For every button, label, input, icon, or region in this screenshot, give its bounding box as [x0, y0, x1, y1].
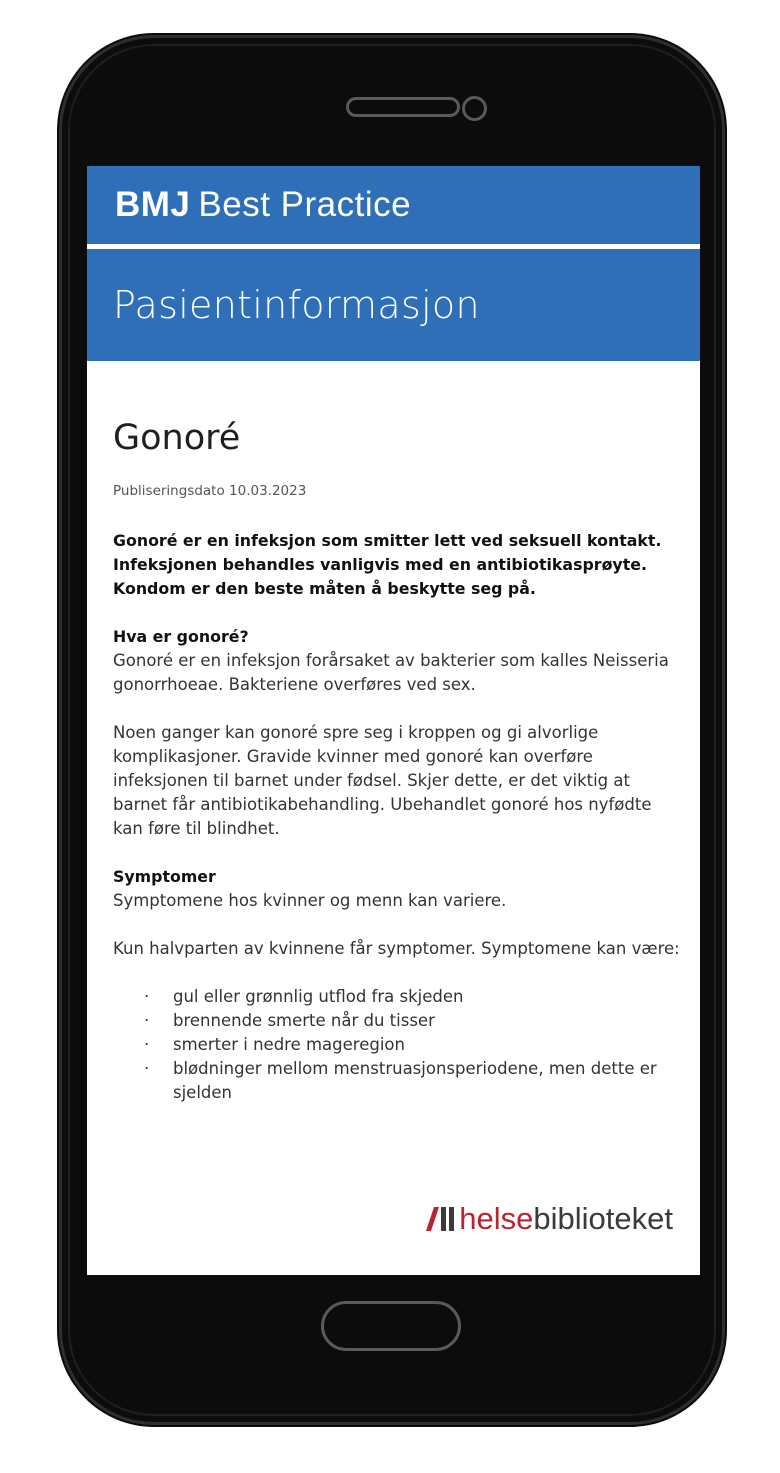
helsebiblioteket-mark-icon: [426, 1207, 456, 1231]
section-paragraph: Noen ganger kan gonoré spre seg i kroppen og gi alvorlige komplikasjoner. Gravide kvinner med gonoré kan overføre infeksjonen til barnet under fødsel. Skjer dette, er det viktig at barnet får antibiotikabehandling. Ubehandlet gonoré hos nyfødte kan føre til blindhet.: [113, 723, 652, 838]
list-item: [113, 1009, 683, 1033]
bullet-dot: ·: [144, 987, 150, 1006]
section-title-bar: [87, 249, 700, 361]
article-title: Gonoré: [113, 418, 241, 458]
list-item: [113, 985, 683, 1009]
helsebiblioteket-logo[interactable]: [426, 1199, 673, 1239]
list-item-text: gul eller grønnlig utflod fra skjeden: [173, 987, 464, 1006]
section-paragraph: Symptomene hos kvinner og menn kan variere.: [113, 891, 507, 910]
list-item-text: brennende smerte når du tisser: [173, 1011, 435, 1030]
bullet-dot: ·: [144, 1011, 150, 1030]
bullet-dot: ·: [144, 1035, 150, 1054]
bmj-best-practice-logo[interactable]: [115, 185, 411, 225]
front-camera: [462, 96, 487, 121]
list-item-text: blødninger mellom menstruasjonsperiodene, men dette er sjelden: [173, 1059, 657, 1102]
phone-screen: [87, 166, 700, 1275]
brand-header: [87, 166, 700, 244]
logo-text-helse: helse: [459, 1201, 534, 1236]
article-lead: Gonoré er en infeksjon som smitter lett ved seksuell kontakt. Infeksjonen behandles vanligvis med en antibiotikasprøyte. Kondom er den beste måten å beskytte seg på.: [113, 531, 662, 598]
list-item: [113, 1057, 683, 1105]
logo-text-biblioteket: biblioteket: [533, 1201, 673, 1236]
section-heading-what-is: Hva er gonoré?: [113, 627, 249, 646]
home-button[interactable]: [321, 1301, 461, 1351]
section-paragraph: Kun halvparten av kvinnene får symptomer. Symptomene kan være:: [113, 939, 680, 958]
section-title: Pasientinformasjon: [113, 283, 480, 327]
brand-bmj-text: BMJ: [115, 185, 191, 224]
section-paragraph: Gonoré er en infeksjon forårsaket av bakterier som kalles Neisseria gonorrhoeae. Bakteriene overføres ved sex.: [113, 651, 669, 694]
section-heading-symptoms: Symptomer: [113, 867, 216, 886]
list-item: [113, 1033, 683, 1057]
bullet-dot: ·: [144, 1059, 150, 1078]
publication-date: Publiseringsdato 10.03.2023: [113, 483, 307, 499]
symptom-list: [113, 985, 683, 1105]
brand-name-text: Best Practice: [198, 185, 412, 224]
speaker-grille: [346, 97, 460, 117]
list-item-text: smerter i nedre mageregion: [173, 1035, 405, 1054]
article-content: [113, 361, 683, 1105]
